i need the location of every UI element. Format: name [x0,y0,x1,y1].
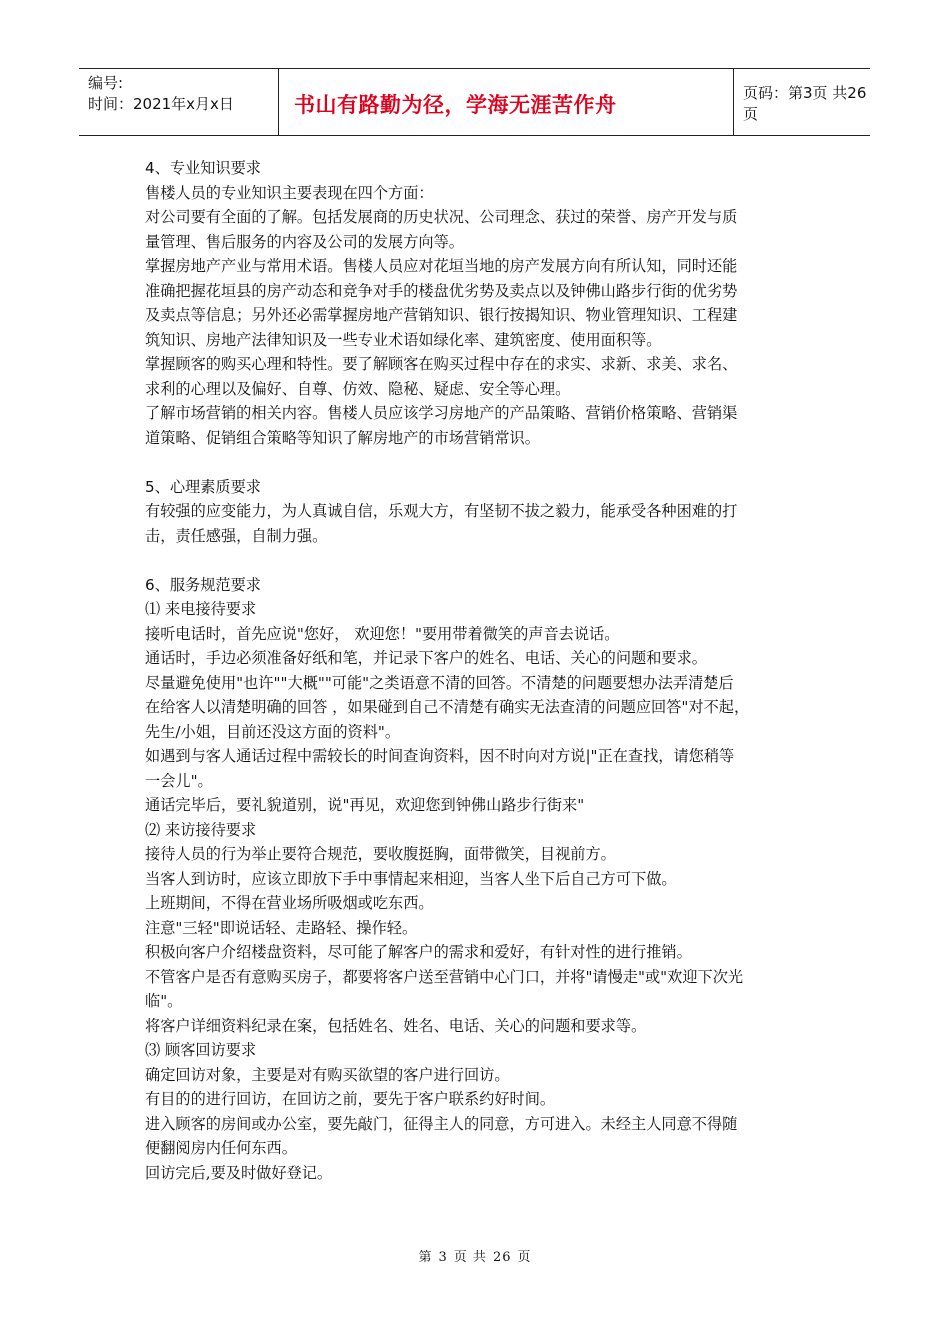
header-motto-cell [279,69,734,135]
body-text-line: 在给客人以清楚明确的回答 ，如果碰到自己不清楚有确实无法查清的问题应回答"对不起， [145,698,750,716]
paragraph-spacer [145,548,815,573]
body-text-line: 量管理、售后服务的内容及公司的发展方向等。 [145,232,464,251]
body-text-line: 通话完毕后，要礼貌道别，说"再见，欢迎您到钟佛山路步行街来" [145,796,585,814]
header-motto: 书山有路勤为径，学海无涯苦作舟 [294,93,617,117]
body-text-line: 上班期间，不得在营业场所吸烟或吃东西。 [145,894,434,912]
section-heading: 6、服务规范要求 [145,575,261,594]
body-text-line: 将客户详细资料纪录在案，包括姓名、姓名、电话、关心的问题和要求等。 [145,1016,647,1035]
body-text-line: 掌握顾客的购买心理和特性。要了解顾客在购买过程中存在的求实、求新、求美、求名、 [145,355,738,373]
document-header [79,68,870,136]
body-text-line: 有目的的进行回访，在回访之前，要先于客户联系约好时间。 [145,1090,556,1108]
body-text-line: 掌握房地产产业与常用术语。售楼人员应对花垣当地的房产发展方向有所认知，同时还能 [145,257,738,275]
body-text-line: 有较强的应变能力，为人真诚自信，乐观大方，有坚韧不拔之毅力，能承受各种困难的打 [145,502,738,520]
footer-prefix: 第 [418,1250,433,1265]
header-page-info: 页码：第3页 共26页 [743,84,867,123]
body-text-line: 当客人到访时，应该立即放下手中事情起来相迎，当客人坐下后自己方可下做。 [145,869,677,888]
document-date: 时间：2021年x月x日 [88,95,234,113]
body-text-line: 积极向客户介绍楼盘资料，尽可能了解客户的需求和爱好，有针对性的进行推销。 [145,943,692,961]
document-code-label: 编号: [88,74,124,92]
document-body [145,156,815,1185]
body-text-line: 及卖点等信息；另外还必需掌握房地产营销知识、银行按揭知识、物业管理知识、工程建 [145,306,738,324]
body-text-line: 不管客户是否有意购买房子，都要将客户送至营销中心门口，并将"请慢走"或"欢迎下次光 [145,967,744,986]
body-text-line: 如遇到与客人通话过程中需较长的时间查询资料，因不时向对方说|"正在查找，请您稍等 [145,747,735,765]
header-meta-cell [79,69,279,135]
paragraph-spacer [145,450,815,475]
body-text-line: 准确把握花垣县的房产动态和竞争对手的楼盘优劣势及卖点以及钟佛山路步行街的优劣势 [145,281,738,300]
body-text-line: 确定回访对象，主要是对有购买欲望的客户进行回访。 [145,1065,510,1084]
body-text-line: 击，责任感强，自制力强。 [145,526,328,545]
body-text-line: 尽量避免使用"也许""大概""可能"之类语意不清的回答。不清楚的问题要想办法弄清楚后 [145,673,734,692]
body-text-line: 求利的心理以及偏好、自尊、仿效、隐秘、疑虑、安全等心理。 [145,379,571,398]
footer-suffix: 页 [517,1250,532,1265]
body-text-line: 筑知识、房地产法律知识及一些专业术语如绿化率、建筑密度、使用面积等。 [145,330,662,349]
body-text-line: 回访完后,要及时做好登记。 [145,1163,333,1182]
body-text-line: 道策略、促销组合策略等知识了解房地产的市场营销常识。 [145,428,540,447]
page-footer [0,1246,950,1265]
body-text-line: 接听电话时，首先应说"您好， 欢迎您！"要用带着微笑的声音去说话。 [145,624,620,643]
body-text-line: ⑴ 来电接待要求 [145,600,257,618]
body-text-line: ⑵ 来访接待要求 [145,820,257,839]
body-text-line: 了解市场营销的相关内容。售楼人员应该学习房地产的产品策略、营销价格策略、营销渠 [145,404,738,422]
body-text-line: 便翻阅房内任何东西。 [145,1139,297,1157]
footer-total-pages: 26 [492,1250,512,1265]
body-text-line: ⑶ 顾客回访要求 [145,1041,257,1059]
body-text-line: 通话时，手边必须准备好纸和笔，并记录下客户的姓名、电话、关心的问题和要求。 [145,649,707,667]
body-text-line: 进入顾客的房间或办公室，要先敲门，征得主人的同意，方可进入。未经主人同意不得随 [145,1114,738,1133]
body-text-line: 售楼人员的专业知识主要表现在四个方面： [145,183,434,202]
section-heading: 5、心理素质要求 [145,477,261,496]
header-page-cell [734,69,870,135]
footer-mid: 页 共 [453,1250,487,1265]
footer-page-number: 3 [438,1250,448,1265]
body-text-line: 注意"三轻"即说话轻、走路轻、操作轻。 [145,918,418,937]
body-text-line: 临"。 [145,992,183,1010]
body-text-line: 一会儿"。 [145,771,213,790]
body-text-line: 接待人员的行为举止要符合规范，要收腹挺胸，面带微笑，目视前方。 [145,845,616,863]
section-heading: 4、专业知识要求 [145,159,261,177]
body-text-line: 对公司要有全面的了解。包括发展商的历史状况、公司理念、获过的荣誉、房产开发与质 [145,208,738,226]
body-text-line: 先生/小姐，目前还没这方面的资料"。 [145,722,401,741]
